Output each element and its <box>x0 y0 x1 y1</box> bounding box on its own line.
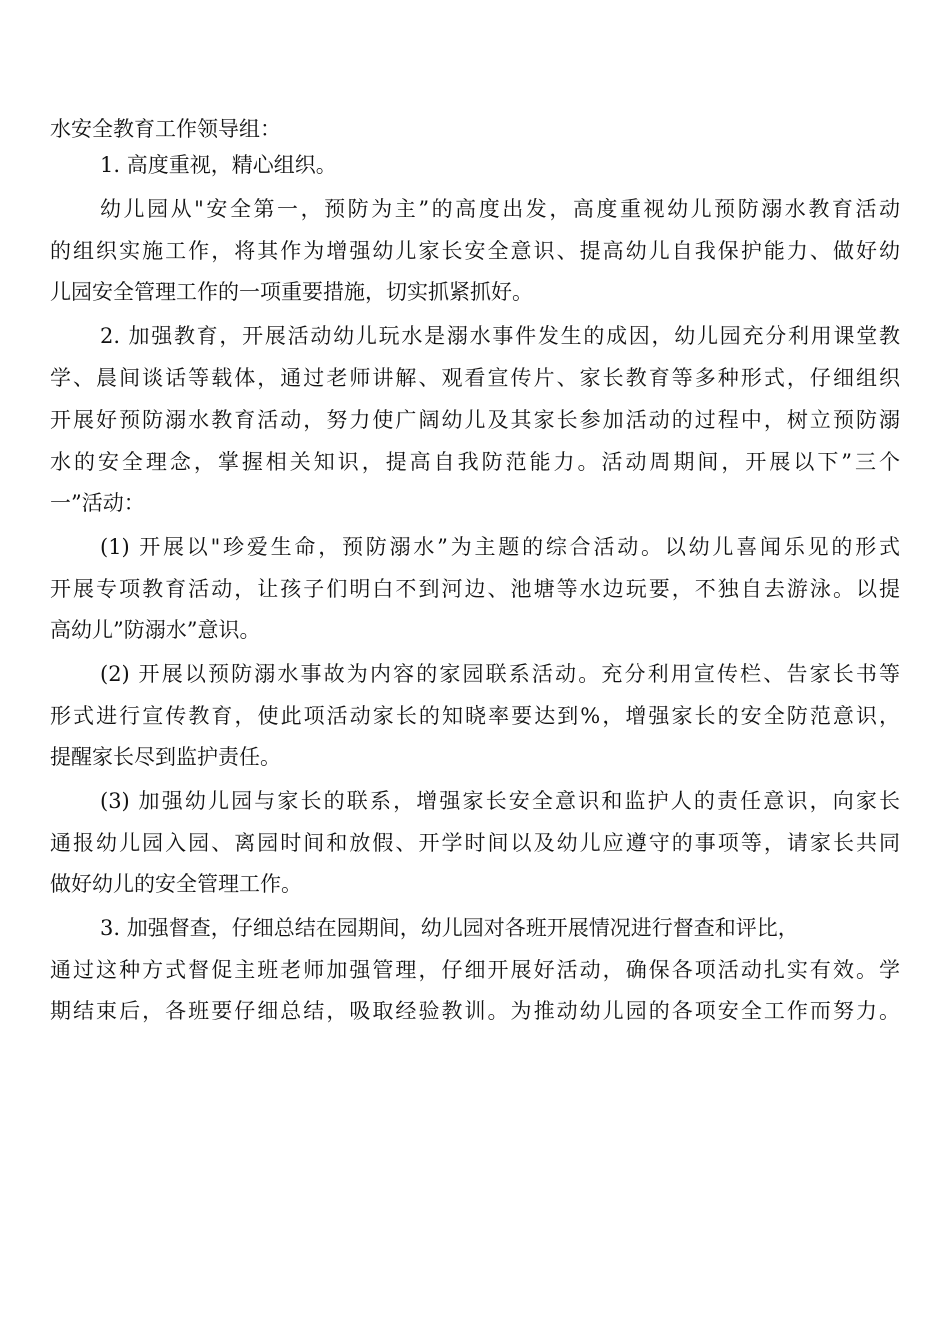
text-line: 学、晨间谈话等载体，通过老师讲解、观看宣传片、家长教育等多种形式，仔细组织 <box>50 366 900 390</box>
section-heading-2: 2. 加强教育，开展活动幼儿玩水是溺水事件发生的成因，幼儿园充分利用课堂教 <box>100 324 900 348</box>
text-line: 的组织实施工作，将其作为增强幼儿家长安全意识、提高幼儿自我保护能力、做好幼 <box>50 239 900 263</box>
text-line: 高幼儿”防溺水”意识。 <box>50 618 261 642</box>
text-line: 水安全教育工作领导组： <box>50 117 281 141</box>
text-line: 开展好预防溺水教育活动，努力使广阔幼儿及其家长参加活动的过程中，树立预防溺 <box>50 408 900 432</box>
text-line: 开展专项教育活动，让孩子们明白不到河边、池塘等水边玩要，不独自去游泳。以提 <box>50 577 900 601</box>
text-line: 期结束后，各班要仔细总结，吸取经验教训。为推动幼儿园的各项安全工作而努力。 <box>50 999 900 1023</box>
text-line: 做好幼儿的安全管理工作。 <box>50 872 302 896</box>
text-line: 水的安全理念，掌握相关知识，提高自我防范能力。活动周期间，开展以下”三个 <box>50 450 900 474</box>
text-line: 儿园安全管理工作的一项重要措施，切实抓紧抓好。 <box>50 280 533 304</box>
document-body <box>50 112 900 1023</box>
list-item-2: (2) 开展以预防溺水事故为内容的家园联系活动。充分利用宣传栏、告家长书等 <box>100 662 900 686</box>
list-item-1: (1) 开展以"珍爱生命，预防溺水”为主题的综合活动。以幼儿喜闻乐见的形式 <box>100 535 900 559</box>
text-line: 通报幼儿园入园、离园时间和放假、开学时间以及幼儿应遵守的事项等，请家长共同 <box>50 831 900 855</box>
text-line: 通过这种方式督促主班老师加强管理，仔细开展好活动，确保各项活动扎实有效。学 <box>50 958 900 982</box>
text-line: 形式进行宣传教育，使此项活动家长的知晓率要达到%，增强家长的安全防范意识， <box>50 704 900 728</box>
text-line: 一”活动： <box>50 491 145 515</box>
text-line: 幼儿园从"安全第一，预防为主”的高度出发，高度重视幼儿预防溺水教育活动 <box>100 197 900 221</box>
text-line: 提醒家长尽到监护责任。 <box>50 745 281 769</box>
list-item-3: (3) 加强幼儿园与家长的联系，增强家长安全意识和监护人的责任意识，向家长 <box>100 789 900 813</box>
section-heading-3: 3. 加强督查，仔细总结在园期间，幼儿园对各班开展情况进行督查和评比， <box>100 916 799 940</box>
section-heading-1: 1. 高度重视，精心组织。 <box>100 153 337 177</box>
